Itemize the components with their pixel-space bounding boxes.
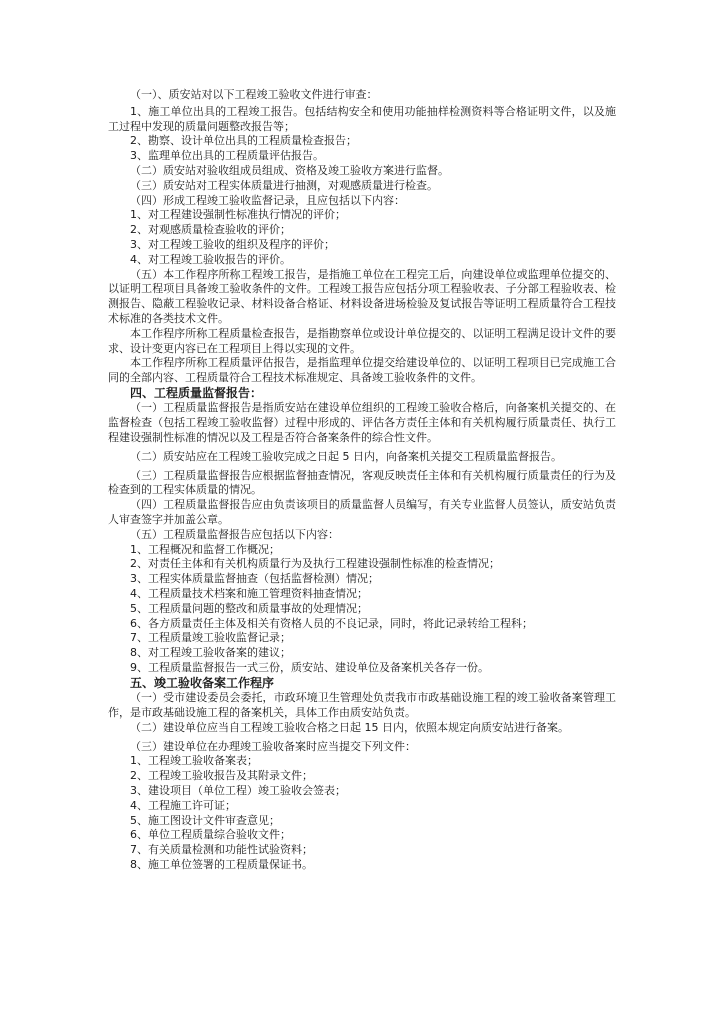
list-item: 5、施工图设计文件审查意见； [130, 813, 280, 827]
paragraph: （一）受市建设委员会委托，市政环境卫生管理处负责我市市政基础设施工程的竣工验收备案管理工作，是市政基础设施工程的备案机关，具体工作由质安站负责。 [108, 691, 616, 720]
section-heading: 四、工程质量监督报告： [130, 385, 263, 400]
list-item: 3、监理单位出具的工程质量评估报告。 [130, 149, 324, 163]
list-item: （四）形成工程竣工验收监督记录，且应包括以下内容： [130, 193, 405, 207]
paragraph: （五）本工作程序所称工程竣工报告，是指施工单位在工程完工后，向建设单位或监理单位提交的、以证明工程项目具备竣工验收条件的文件。工程竣工报告应包括分项工程验收表、子分部工程验收表、检测报告、隐蔽工程验收记录、材料设备合格证、材料设备进场检验及复试报告等证明工程质量符合工程技术标准的各类技术文件。 [108, 267, 616, 325]
list-item: （五）工程质量监督报告应包括以下内容： [130, 527, 339, 541]
paragraph: 本工作程序所称工程质量评估报告，是指监理单位提交给建设单位的、以证明工程项目已完成施工合同的全部内容、工程质量符合工程技术标准规定、具备竣工验收条件的文件。 [108, 356, 616, 385]
list-item: 2、对责任主体和有关机构质量行为及执行工程建设强制性标准的检查情况； [130, 557, 500, 571]
list-item: 5、工程质量问题的整改和质量事故的处理情况； [130, 601, 368, 615]
list-item: 3、对工程竣工验收的组织及程序的评价； [130, 237, 335, 251]
list-item: 1、工程概况和监督工作概况； [130, 542, 280, 556]
list-item: 9、工程质量监督报告一式三份，质安站、建设单位及备案机关各存一份。 [130, 660, 489, 674]
list-item: 8、施工单位签署的工程质量保证书。 [130, 858, 313, 872]
section-heading: 五、竣工验收备案工作程序 [130, 675, 275, 690]
list-item: 1、对工程建设强制性标准执行情况的评价； [130, 208, 346, 222]
list-item: 1、工程竣工验收备案表； [130, 754, 258, 768]
list-item: 3、工程实体质量监督抽查（包括监督检测）情况； [130, 572, 379, 586]
list-item: 7、工程质量竣工验收监督记录； [130, 631, 291, 645]
list-item: 4、对工程竣工验收报告的评价。 [130, 252, 291, 266]
paragraph: 1、施工单位出具的工程竣工报告。包括结构安全和使用功能抽样检测资料等合格证明文件，以及施工过程中发现的质量问题整改报告等； [108, 104, 616, 133]
list-item: 4、工程施工许可证； [130, 798, 236, 812]
list-item: 4、工程质量技术档案和施工管理资料抽查情况； [130, 587, 368, 600]
paragraph: （三）工程质量监督报告应根据监督抽查情况，客观反映责任主体和有关机构履行质量责任的行为及检查到的工程实体质量的情况。 [108, 468, 616, 497]
list-item: 7、有关质量检测和功能性试验资料； [130, 843, 313, 857]
paragraph: 本工作程序所称工程质量检查报告，是指勘察单位或设计单位提交的、以证明工程满足设计文件的要求、设计变更内容已在工程项目上得以实现的文件。 [108, 326, 616, 355]
list-item: （二）质安站对验收组成员组成、资格及竣工验收方案进行监督。 [130, 163, 449, 177]
list-item: 2、对观感质量检查验收的评价； [130, 223, 291, 237]
list-item: 2、勘察、设计单位出具的工程质量检查报告； [130, 134, 357, 148]
list-item: 2、工程竣工验收报告及其附录文件； [130, 769, 313, 783]
paragraph: （二）建设单位应当自工程竣工验收合格之日起 15 日内，依照本规定向质安站进行备案。 [130, 720, 569, 734]
list-item: （三）质安站对工程实体质量进行抽测，对观感质量进行检查。 [130, 178, 438, 192]
section-intro: （一）、质安站对以下工程竣工验收文件进行审查： [130, 88, 378, 101]
paragraph: （一）工程质量监督报告是指质安站在建设单位组织的工程竣工验收合格后，向备案机关提交的、在监督检查（包括工程竣工验收监督）过程中形成的、评估各方责任主体和有关机构履行质量责任、执行工程建设强制性标准的情况以及工程是否符合备案条件的综合性文件。 [108, 401, 616, 445]
list-item: 3、建设项目（单位工程）竣工验收会签表； [130, 784, 346, 798]
paragraph: （二）质安站应在工程竣工验收完成之日起 5 日内，向备案机关提交工程质量监督报告。 [130, 449, 562, 463]
paragraph: （四）工程质量监督报告应由负责该项目的质量监督人员编写，有关专业监督人员签认，质安站负责人审查签字并加盖公章。 [108, 498, 616, 527]
list-item: 6、单位工程质量综合验收文件； [130, 828, 291, 842]
list-item: （三）建设单位在办理竣工验收备案时应当提交下列文件： [130, 739, 416, 753]
list-item: 8、对工程竣工验收备案的建议； [130, 646, 291, 660]
list-item: 6、各方质量责任主体及相关有资格人员的不良记录，同时，将此记录转给工程科； [130, 616, 533, 630]
